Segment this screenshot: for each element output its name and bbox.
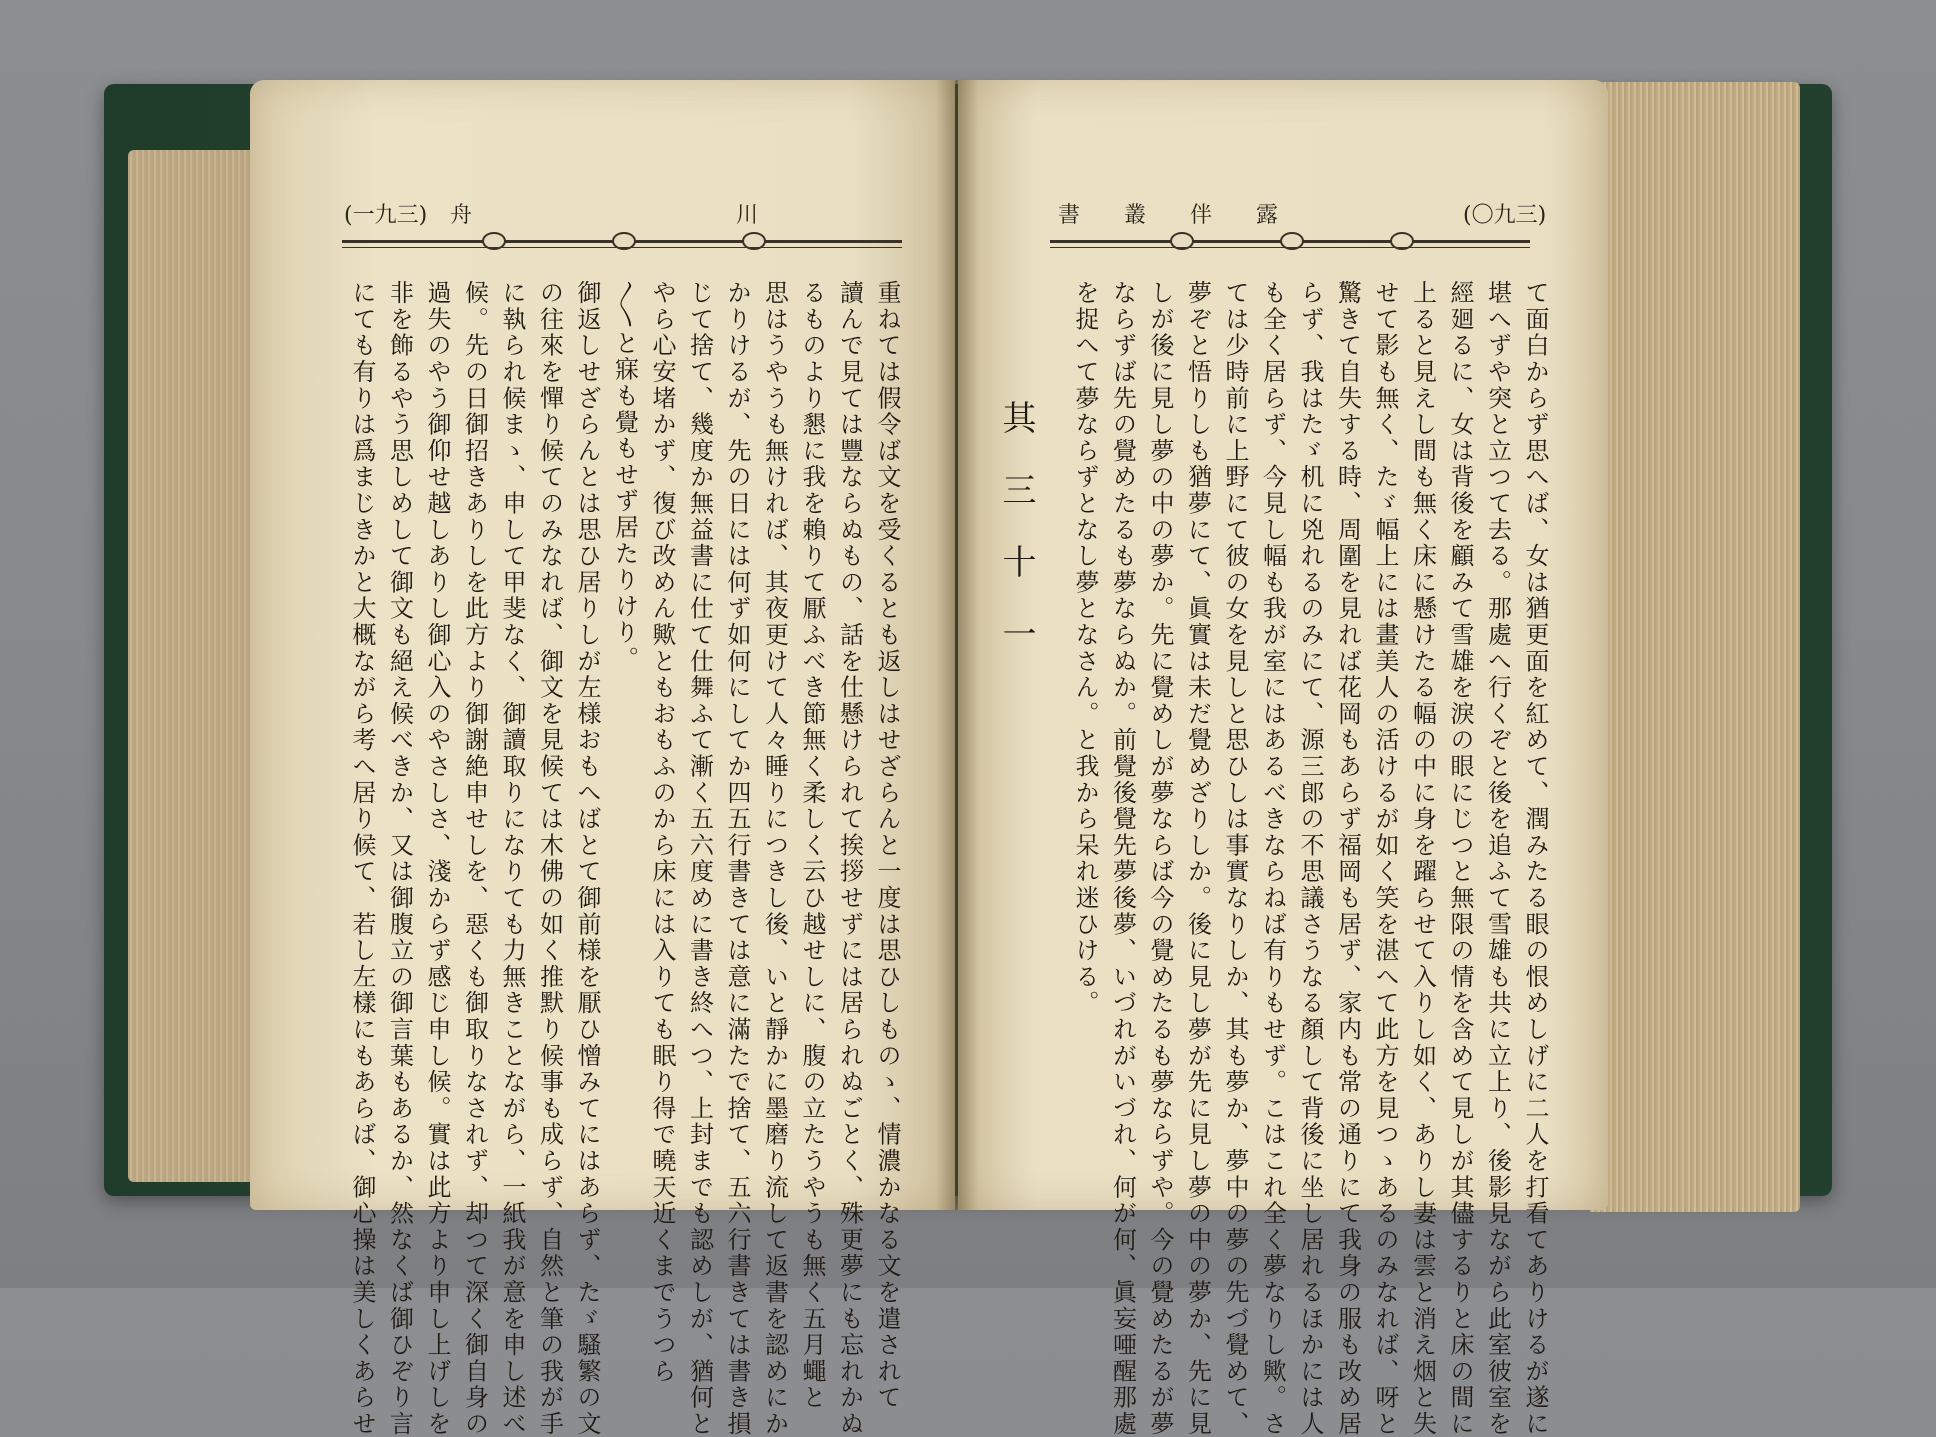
text-column: しが後に見し夢の中の夢か。先に覺めしが夢ならば今の覺めたるも夢ならずや。今の覺めたるが夢 xyxy=(1146,280,1174,1437)
text-column: 讀んで見ては豐ならぬもの、話を仕懸けられて挨拶せずには居られぬごとく、殊更夢にも忘れかぬ xyxy=(835,280,864,1437)
text-column: るものより懇に我を賴りて厭ふべき節無く柔しく云ひ越せしに、腹の立たうやうも無く五月蠅と xyxy=(798,280,826,1411)
book-gutter xyxy=(936,80,978,1210)
text-column: らず、我はたゞ机に兇れるのみにて、源三郎の不思議さうなる顏して背後に坐し居れるほかには人 xyxy=(1296,280,1324,1437)
text-column: 上ると見えし間も無く床に懸けたる幅の中に身を躍らせて入りし如く、ありし妻は雲と消え烟と失 xyxy=(1408,280,1437,1437)
right-running-title: 書 叢 伴 露 xyxy=(1058,203,1279,228)
text-column: 思はうやうも無ければ、其夜更けて人々睡りにつきし後、いと靜かに墨磨り流して返書を認めにか xyxy=(760,280,789,1437)
text-column: て面白からず思へば、女は猶更面を紅めて、潤みたる眼の恨めしげに二人を打看てありけるが遂に xyxy=(1521,280,1549,1437)
text-column: ならずば先の覺めたるも夢ならぬか。前覺後覺先夢後夢、いづれがいづれ、何が何、眞妄唖醒那處 xyxy=(1108,280,1137,1437)
text-column: 重ねては假令ば文を受くるとも返しはせざらんと一度は思ひしものゝ、情濃かなる文を遣されて xyxy=(873,280,901,1411)
text-column: 驚きて自失する時、周圍を見れば花岡もあらず福岡も居ず、家内も常の通りにて我身の服も改め居 xyxy=(1333,280,1362,1437)
text-column: に執られ候まゝ、申して甲斐なく、御讀取りになりても力無きことながら、一紙我が意を申し述べ xyxy=(498,280,526,1437)
text-column: せて影も無く、たゞ幅上には畫美人の活けるが如く笑を湛へて此方を見つゝあるのみなれば、呀と xyxy=(1371,280,1399,1437)
right-header-rule xyxy=(1050,240,1530,243)
left-running-title: 舟 川 xyxy=(450,203,759,228)
text-column: の往來を憚り候てのみなれば、御文を見候ては木佛の如く推默り候事も成らず、自然と筆の我が手 xyxy=(535,280,564,1437)
left-page xyxy=(250,80,955,1437)
text-column: 堪へずや突と立つて去る。那處へ行くぞと後を追ふて雪雄も共に立上り、後影見ながら此室彼室を xyxy=(1483,280,1512,1437)
text-column: も全く居らず、今見し幅も我が室にはあるべきならねば有りもせず。こはこれ全く夢なりし歟。さ xyxy=(1258,280,1287,1437)
chapter-heading: 其三十一 xyxy=(996,400,1036,688)
text-column: 〳〵と寐も覺もせず居たりけり。 xyxy=(610,280,639,673)
text-column: ては少時前に上野にて彼の女を見しと思ひしは事實なりしか、其も夢か、夢中の夢の先づ覺めて、 xyxy=(1221,280,1249,1437)
text-column: 非を飾るやう思しめして御文も絕え候べきか、又は御腹立の御言葉もあるか、然なくば御ひぞり言 xyxy=(385,280,414,1437)
text-column: やら心安堵かず、復び改めん歟ともおもふのから床には入りても眠り得で曉天近くまでうつら xyxy=(648,280,676,1385)
text-column: 御返しせざらんとは思ひ居りしが左様おもへばとて御前様を厭ひ憎みてにはあらず、たゞ騷繁の文 xyxy=(573,280,601,1437)
text-column: 過失のやう御仰せ越しありし御心入のやさしさ、淺からず感じ申し候。實は此方より申し上げしを xyxy=(423,280,451,1437)
text-column: にても有りは爲まじきかと大概ながら考へ居り候て、若し左樣にもあらば、御心操は美しくあらせ xyxy=(348,280,376,1437)
right-page-edges xyxy=(1590,82,1800,1212)
text-column: を捉へて夢ならずとなし夢となさん。と我から呆れ迷ひける。 xyxy=(1071,280,1099,1017)
text-column: 經廻るに、女は背後を顧みて雪雄を淚の眼にじつと無限の情を含めて見しが其儘するりと床の間に xyxy=(1446,280,1474,1437)
left-page-number: (一九三) xyxy=(344,203,428,228)
right-page-number: (〇九三) xyxy=(1463,203,1547,228)
text-column: じて捨て、幾度か無益書に仕て仕舞ふて漸く五六度めに書き終へつ、上封までも認めしが、猶何と xyxy=(685,280,714,1437)
right-page xyxy=(958,80,1608,1437)
text-column: かりけるが、先の日には何ず如何にしてか四五行書きては意に滿たで捨て、五六行書きては書き損 xyxy=(723,280,751,1437)
text-column: 候。先の日御招きありしを此方より御謝絶申せしを、惡くも御取りなされず、却つて深く御自身の xyxy=(460,280,489,1437)
text-column: 夢ぞと悟りしも猶夢にて、眞實は未だ覺めざりしか。後に見し夢が先に見し夢の中の夢か、先に見 xyxy=(1183,280,1212,1437)
left-header-rule xyxy=(342,240,902,243)
